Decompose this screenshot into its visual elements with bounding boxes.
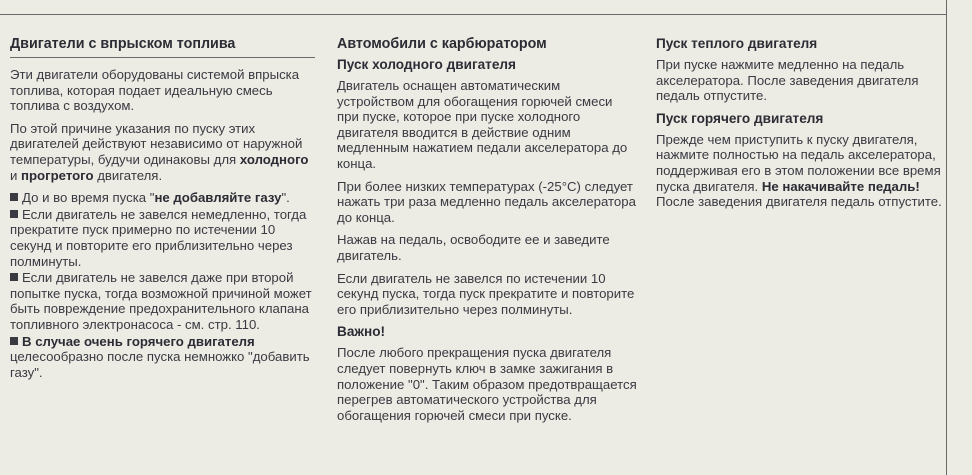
column-carburetor	[337, 36, 637, 430]
bullet-square-icon	[10, 337, 18, 345]
paragraph-hot-start: Прежде чем приступить к пуску двигателя, нажмите полностью на педаль акселератора, поддерживая его в этом положении все время пуска двигателя. Не накачивайте педаль! После заведения двигателя педаль отпустите.	[656, 131, 942, 210]
heading-injection-engines: Двигатели с впрыском топлива	[10, 36, 315, 58]
top-rule	[0, 14, 946, 15]
bullet-valve: Если двигатель не завелся даже при второй попытке пуска, тогда возможной причиной может быть повреждение предохранительного клапана топливного электронасоса - см. стр. 110.	[10, 270, 312, 332]
bullet-square-icon	[10, 273, 18, 281]
right-rule	[946, 0, 947, 475]
bullet-retry: Если двигатель не завелся немедленно, тогда прекратите пуск примерно по истечении 10 секунд и повторите его приблизительно через полминуты.	[10, 206, 307, 269]
column-warm-hot	[656, 36, 944, 217]
bullet-square-icon	[10, 193, 18, 201]
subheading-warm-start: Пуск теплого двигателя	[656, 36, 818, 51]
paragraph-retry: Если двигатель не завелся по истечении 10 секунд пуска, тогда пуск прекратите и повторите его приблизительно через полминуты.	[337, 270, 635, 317]
bullet-square-icon	[10, 210, 18, 218]
paragraph-warm-start: При пуске нажмите медленно на педаль акселератора. После заведения двигателя педаль отпустите.	[656, 57, 919, 104]
paragraph-cold-start: Двигатель оснащен автоматическим устройством для обогащения горючей смеси при пуске, которое при пуске холодного двигателя вводится в действие одним медленным нажатием педали акселератора до конца.	[337, 78, 628, 171]
paragraph-release-pedal: Нажав на педаль, освободите ее и заведите двигатель.	[337, 232, 610, 263]
paragraph-injection-temperature: По этой причине указания по пуску этих двигателей действуют независимо от наружной температуры, будучи одинаковы для холодного и прогретого двигателя.	[10, 120, 309, 183]
paragraph-injection-intro: Эти двигатели оборудованы системой впрыска топлива, которая подает идеальную смесь топлива с воздухом.	[10, 67, 300, 114]
subheading-hot-start: Пуск горячего двигателя	[656, 110, 824, 126]
paragraph-low-temperature: При более низких температурах (-25°С) следует нажать три раза медленно педаль акселератора до конца.	[337, 178, 636, 225]
bullet-hot-engine: В случае очень горячего двигателя целесообразно после пуска немножко "добавить газу".	[10, 333, 310, 380]
column-injection	[10, 36, 315, 381]
subheading-cold-start: Пуск холодного двигателя	[337, 57, 516, 72]
subheading-important: Важно!	[337, 324, 386, 340]
heading-carburetor-cars: Автомобили с карбюратором	[337, 36, 547, 52]
bullet-no-gas: До и во время пуска "не добавляйте газу".	[10, 190, 315, 206]
paragraph-ignition-key: После любого прекращения пуска двигателя следует повернуть ключ в замке зажигания в положение "0". Таким образом предотвращается перегрев автоматического устройства для обогащения горючей смеси при пуске.	[337, 345, 637, 423]
